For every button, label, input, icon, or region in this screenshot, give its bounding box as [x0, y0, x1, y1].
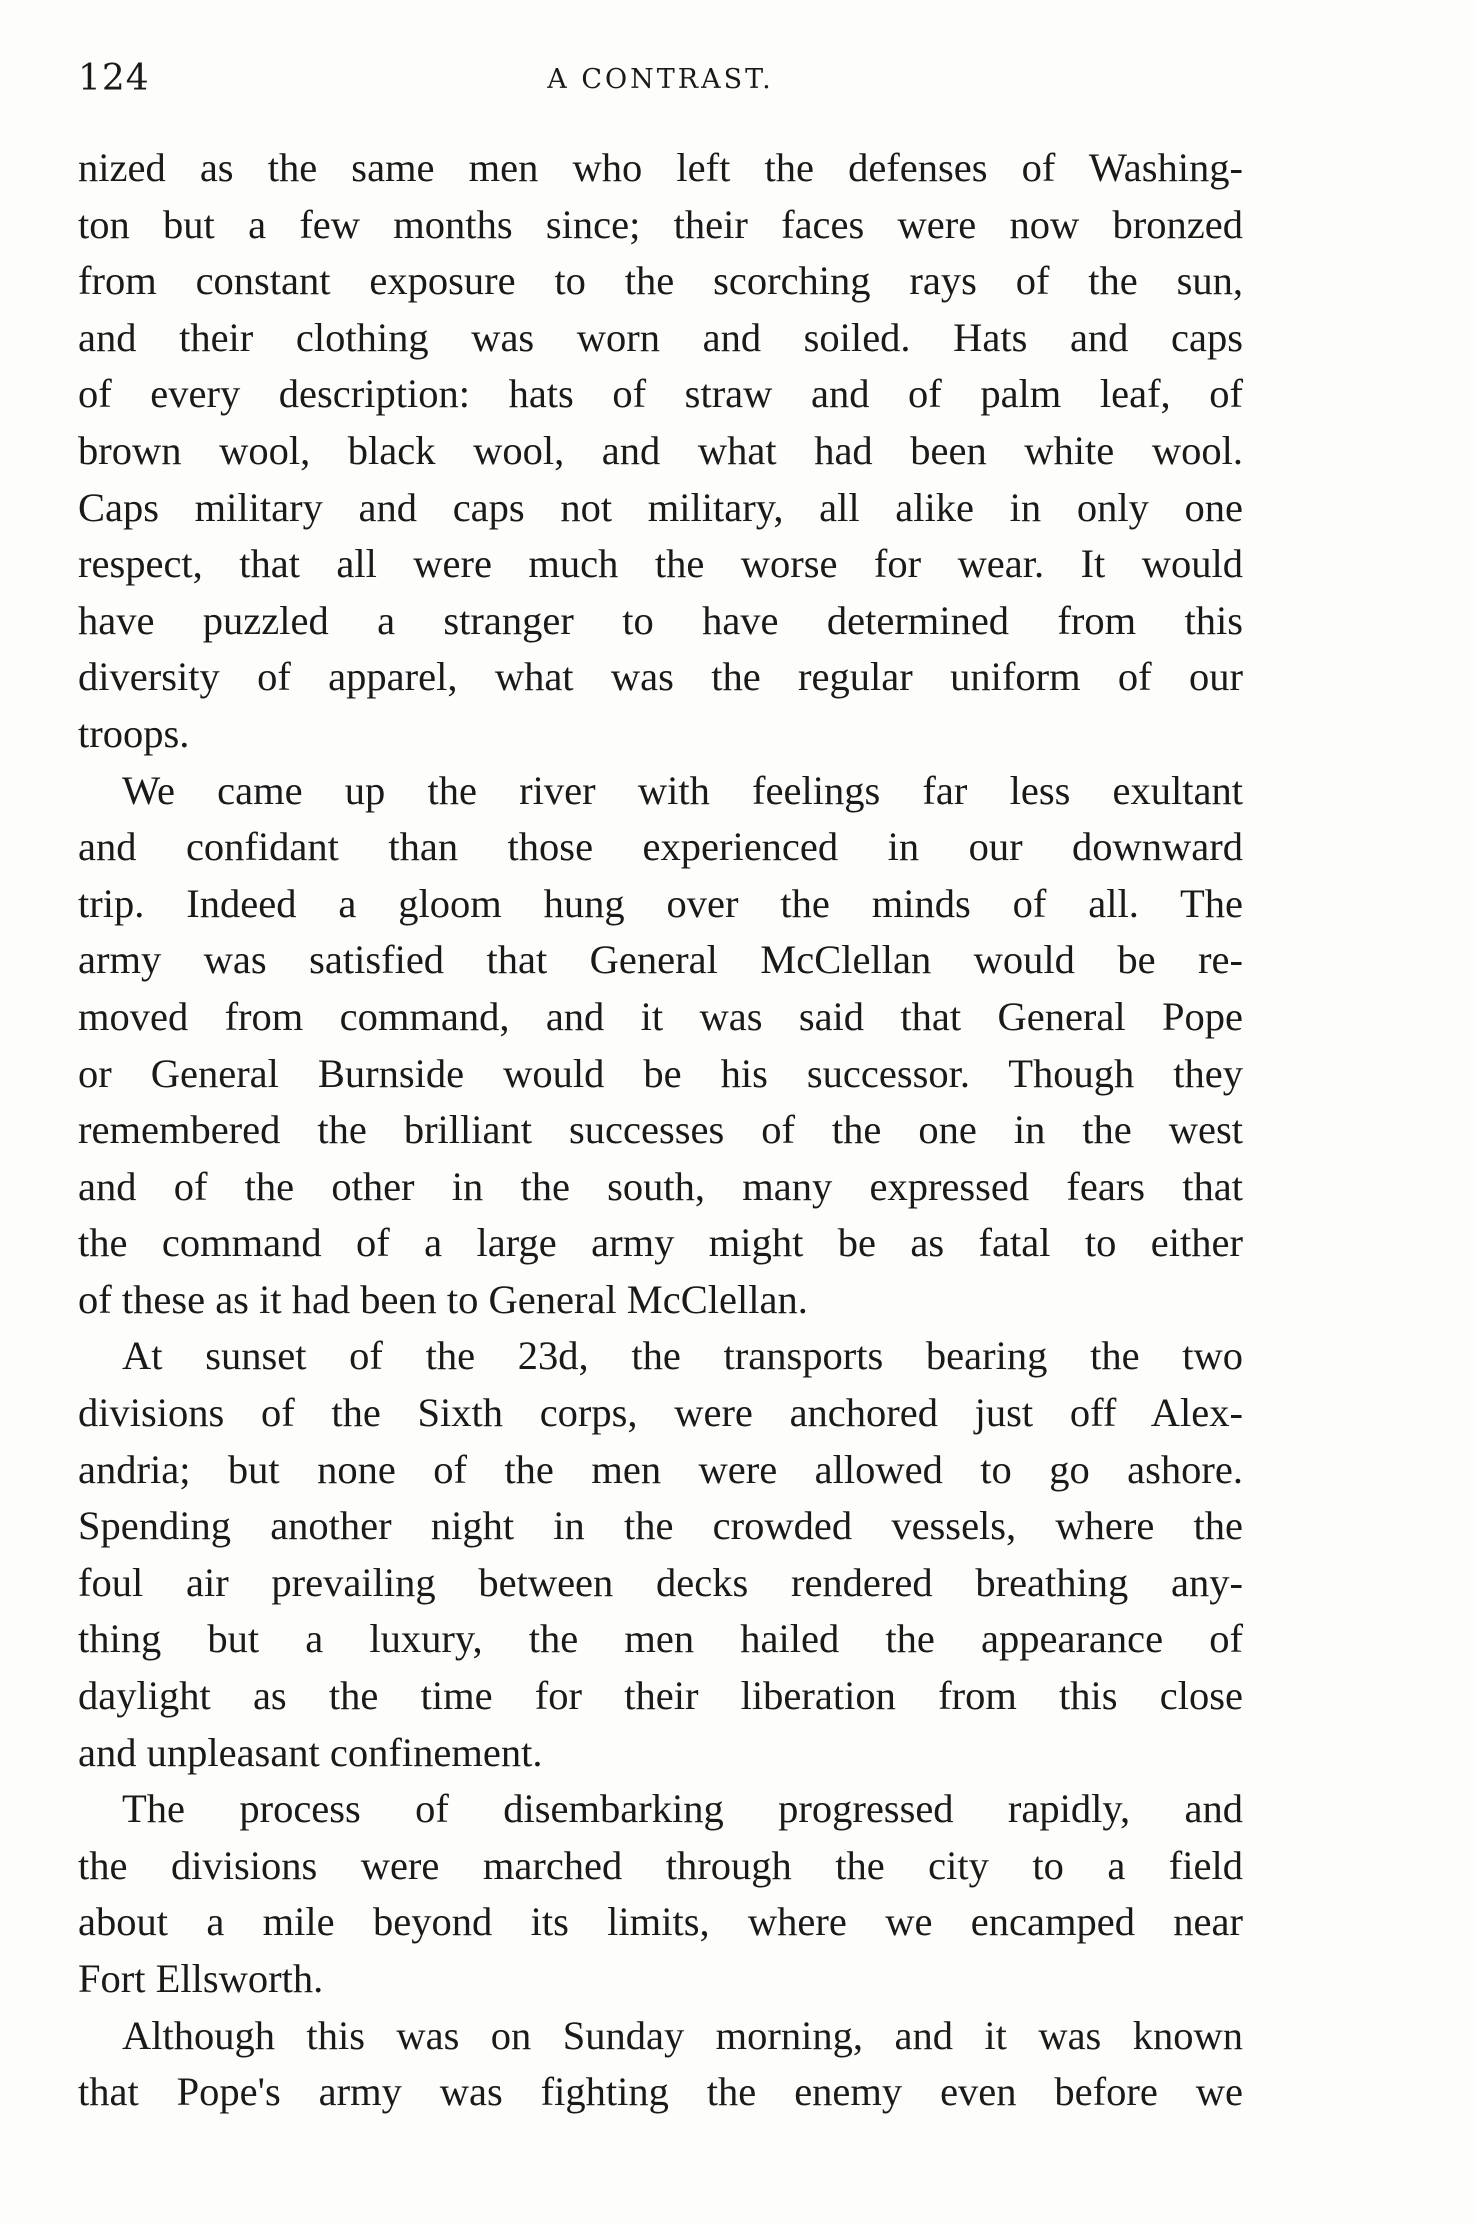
text-line: brown wool, black wool, and what had been white wool.	[78, 427, 1243, 473]
text-line: have puzzled a stranger to have determined from this	[78, 597, 1243, 643]
page-header	[78, 58, 1243, 108]
text-line: and confidant than those experienced in our downward	[78, 824, 1243, 870]
text-line: and unpleasant confinement.	[78, 1729, 543, 1775]
text-line: daylight as the time for their liberation from this close	[78, 1673, 1243, 1719]
text-line: or General Burnside would be his successor. Though they	[78, 1050, 1243, 1096]
text-line: respect, that all were much the worse for wear. It would	[78, 541, 1243, 587]
text-line: moved from command, and it was said that General Pope	[78, 993, 1243, 1039]
text-line: from constant exposure to the scorching rays of the sun,	[78, 258, 1243, 304]
text-line: trip. Indeed a gloom hung over the minds of all. The	[78, 880, 1243, 926]
text-line: diversity of apparel, what was the regular uniform of our	[78, 654, 1243, 700]
text-line: the divisions were marched through the city to a field	[78, 1842, 1243, 1888]
text-line: divisions of the Sixth corps, were anchored just off Alex-	[78, 1390, 1243, 1436]
text-line: thing but a luxury, the men hailed the appearance of	[78, 1616, 1243, 1662]
text-line: and of the other in the south, many expressed fears that	[78, 1163, 1243, 1209]
text-line: about a mile beyond its limits, where we encamped near	[78, 1899, 1243, 1945]
running-head: A CONTRAST.	[547, 64, 774, 95]
page-number: 124	[78, 58, 150, 99]
text-line: Caps military and caps not military, all alike in only one	[78, 484, 1243, 530]
text-line: At sunset of the 23d, the transports bearing the two	[122, 1333, 1243, 1379]
text-line: and their clothing was worn and soiled. Hats and caps	[78, 314, 1243, 360]
text-line: We came up the river with feelings far less exultant	[122, 767, 1243, 813]
text-line: of these as it had been to General McClellan.	[78, 1276, 808, 1322]
text-line: that Pope's army was fighting the enemy even before we	[78, 2069, 1243, 2115]
text-line: remembered the brilliant successes of the one in the west	[78, 1107, 1243, 1153]
text-line: of every description: hats of straw and of palm leaf, of	[78, 371, 1243, 417]
text-line: Spending another night in the crowded vessels, where the	[78, 1503, 1243, 1549]
text-line: troops.	[78, 710, 190, 756]
body-text	[78, 140, 1243, 2121]
text-line: army was satisfied that General McClellan would be re-	[78, 937, 1243, 983]
text-line: nized as the same men who left the defenses of Washing-	[78, 145, 1243, 190]
text-line: andria; but none of the men were allowed to go ashore.	[78, 1446, 1243, 1492]
text-line: Fort Ellsworth.	[78, 1956, 324, 2001]
text-line: The process of disembarking progressed rapidly, and	[122, 1786, 1243, 1832]
text-line: ton but a few months since; their faces were now bronzed	[78, 201, 1243, 247]
text-line: the command of a large army might be as fatal to either	[78, 1220, 1243, 1266]
text-line: Although this was on Sunday morning, and it was known	[122, 2012, 1243, 2058]
text-line: foul air prevailing between decks rendered breathing any-	[78, 1559, 1243, 1605]
